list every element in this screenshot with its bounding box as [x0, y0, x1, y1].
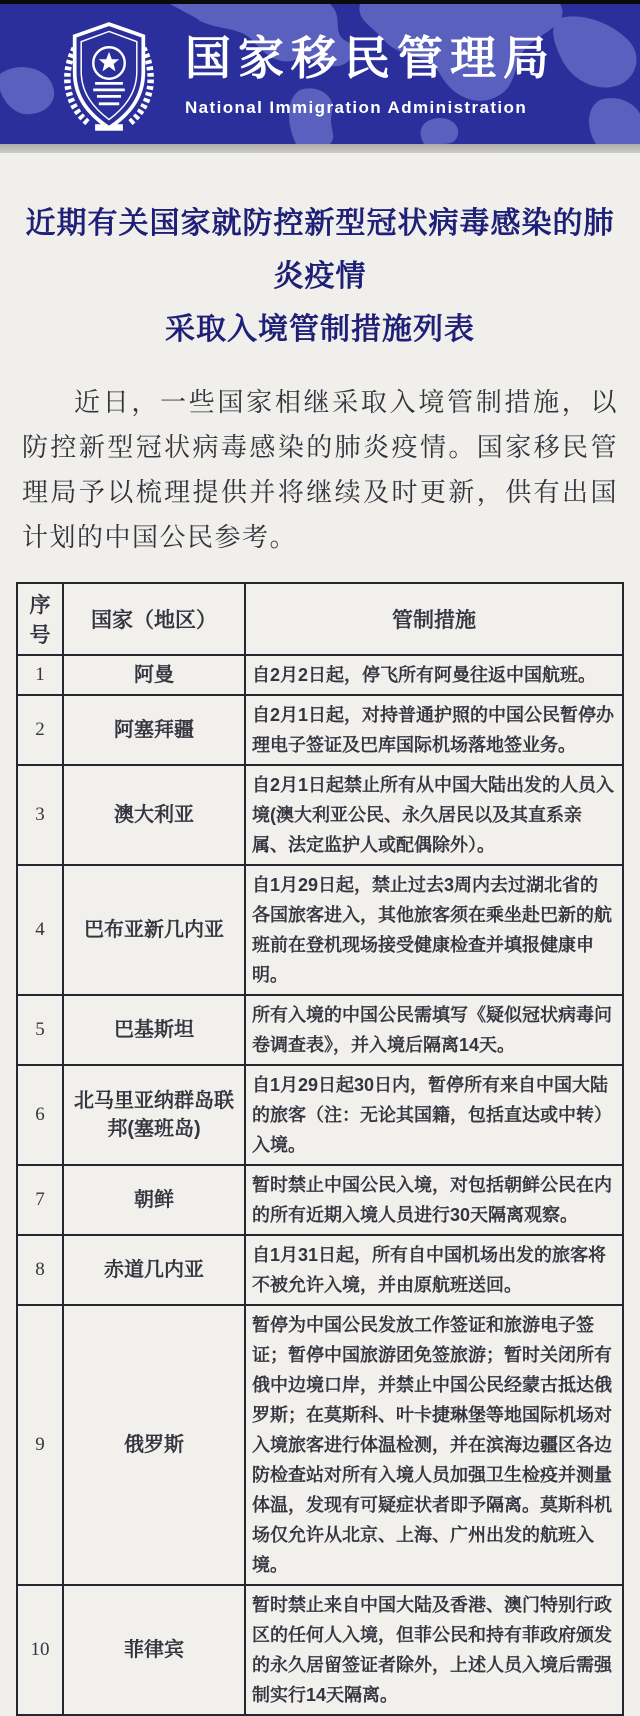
- row-country: 阿曼: [63, 655, 245, 695]
- row-measure: 暂时禁止中国公民入境，对包括朝鲜公民在内的所有近期入境人员进行30天隔离观察。: [245, 1165, 623, 1235]
- row-number: 4: [17, 865, 63, 995]
- row-number: 6: [17, 1065, 63, 1165]
- document-body: [0, 197, 640, 1716]
- divider-strip: [0, 144, 640, 153]
- table-row: [17, 1065, 623, 1165]
- row-country: 阿塞拜疆: [63, 695, 245, 765]
- row-number: 3: [17, 765, 63, 865]
- table-row: [17, 1235, 623, 1305]
- intro-paragraph: 近日，一些国家相继采取入境管制措施，以防控新型冠状病毒感染的肺炎疫情。国家移民管理局予以梳理提供并将继续及时更新，供有出国计划的中国公民参考。: [22, 388, 618, 552]
- police-badge-emblem-icon: [58, 14, 160, 143]
- row-country: 巴布亚新几内亚: [63, 865, 245, 995]
- table-row: [17, 1305, 623, 1585]
- table-row: [17, 655, 623, 695]
- agency-title: 国家移民管理局: [185, 32, 556, 84]
- table-row: [17, 1585, 623, 1715]
- row-number: 1: [17, 655, 63, 695]
- document-title-line1: 近期有关国家就防控新型冠状病毒感染的肺炎疫情: [25, 207, 615, 293]
- row-measure: 自1月31日起，所有自中国机场出发的旅客将不被允许入境，并由原航班送回。: [245, 1235, 623, 1305]
- table-row: [17, 1165, 623, 1235]
- row-number: 10: [17, 1585, 63, 1715]
- measures-table: [16, 582, 624, 1716]
- row-number: 2: [17, 695, 63, 765]
- measures-table-body: [17, 655, 623, 1715]
- row-country: 俄罗斯: [63, 1305, 245, 1585]
- row-measure: 自2月1日起，对持普通护照的中国公民暂停办理电子签证及巴库国际机场落地签业务。: [245, 695, 623, 765]
- header-cell-number: 序号: [17, 583, 63, 655]
- row-country: 菲律宾: [63, 1585, 245, 1715]
- row-measure: 自2月2日起，停飞所有阿曼往返中国航班。: [245, 655, 623, 695]
- table-row: [17, 765, 623, 865]
- banner-text-block: [185, 30, 625, 118]
- header-banner: [0, 4, 640, 144]
- header-cell-measure: 管制措施: [245, 583, 623, 655]
- agency-subtitle-english: National Immigration Administration: [185, 98, 528, 117]
- row-measure: 暂时禁止来自中国大陆及香港、澳门特别行政区的任何人入境，但菲公民和持有菲政府颁发的永久居留签证者除外，上述人员入境后需强制实行14天隔离。: [245, 1585, 623, 1715]
- row-measure: 所有入境的中国公民需填写《疑似冠状病毒问卷调查表》，并入境后隔离14天。: [245, 995, 623, 1065]
- header-cell-country: 国家（地区）: [63, 583, 245, 655]
- row-country: 赤道几内亚: [63, 1235, 245, 1305]
- table-row: [17, 865, 623, 995]
- row-country: 澳大利亚: [63, 765, 245, 865]
- row-country: 朝鲜: [63, 1165, 245, 1235]
- document-title: [14, 197, 626, 356]
- document-title-line2: 采取入境管制措施列表: [165, 313, 475, 346]
- row-measure: 自1月29日起，禁止过去3周内去过湖北省的各国旅客进入，其他旅客须在乘坐赴巴新的航班前在登机现场接受健康检查并填报健康申明。: [245, 865, 623, 995]
- table-row: [17, 695, 623, 765]
- table-row: [17, 995, 623, 1065]
- row-measure: 自2月1日起禁止所有从中国大陆出发的人员入境(澳大利亚公民、永久居民以及其直系亲属、法定监护人或配偶除外）。: [245, 765, 623, 865]
- row-number: 5: [17, 995, 63, 1065]
- row-measure: 暂停为中国公民发放工作签证和旅游电子签证；暂停中国旅游团免签旅游；暂时关闭所有俄中边境口岸，并禁止中国公民经蒙古抵达俄罗斯；在莫斯科、叶卡捷琳堡等地国际机场对入境旅客进行体温检测，并在滨海边疆区各边防检查站对所有入境人员加强卫生检疫并测量体温，发现有可疑症状者即予隔离。莫斯科机场仅允许从北京、上海、广州出发的航班入境。: [245, 1305, 623, 1585]
- row-country: 巴基斯坦: [63, 995, 245, 1065]
- row-country: 北马里亚纳群岛联邦(塞班岛): [63, 1065, 245, 1165]
- row-measure: 自1月29日起30日内，暂停所有来自中国大陆的旅客（注：无论其国籍，包括直达或中转）入境。: [245, 1065, 623, 1165]
- row-number: 8: [17, 1235, 63, 1305]
- row-number: 7: [17, 1165, 63, 1235]
- table-header-row: [17, 583, 623, 655]
- row-number: 9: [17, 1305, 63, 1585]
